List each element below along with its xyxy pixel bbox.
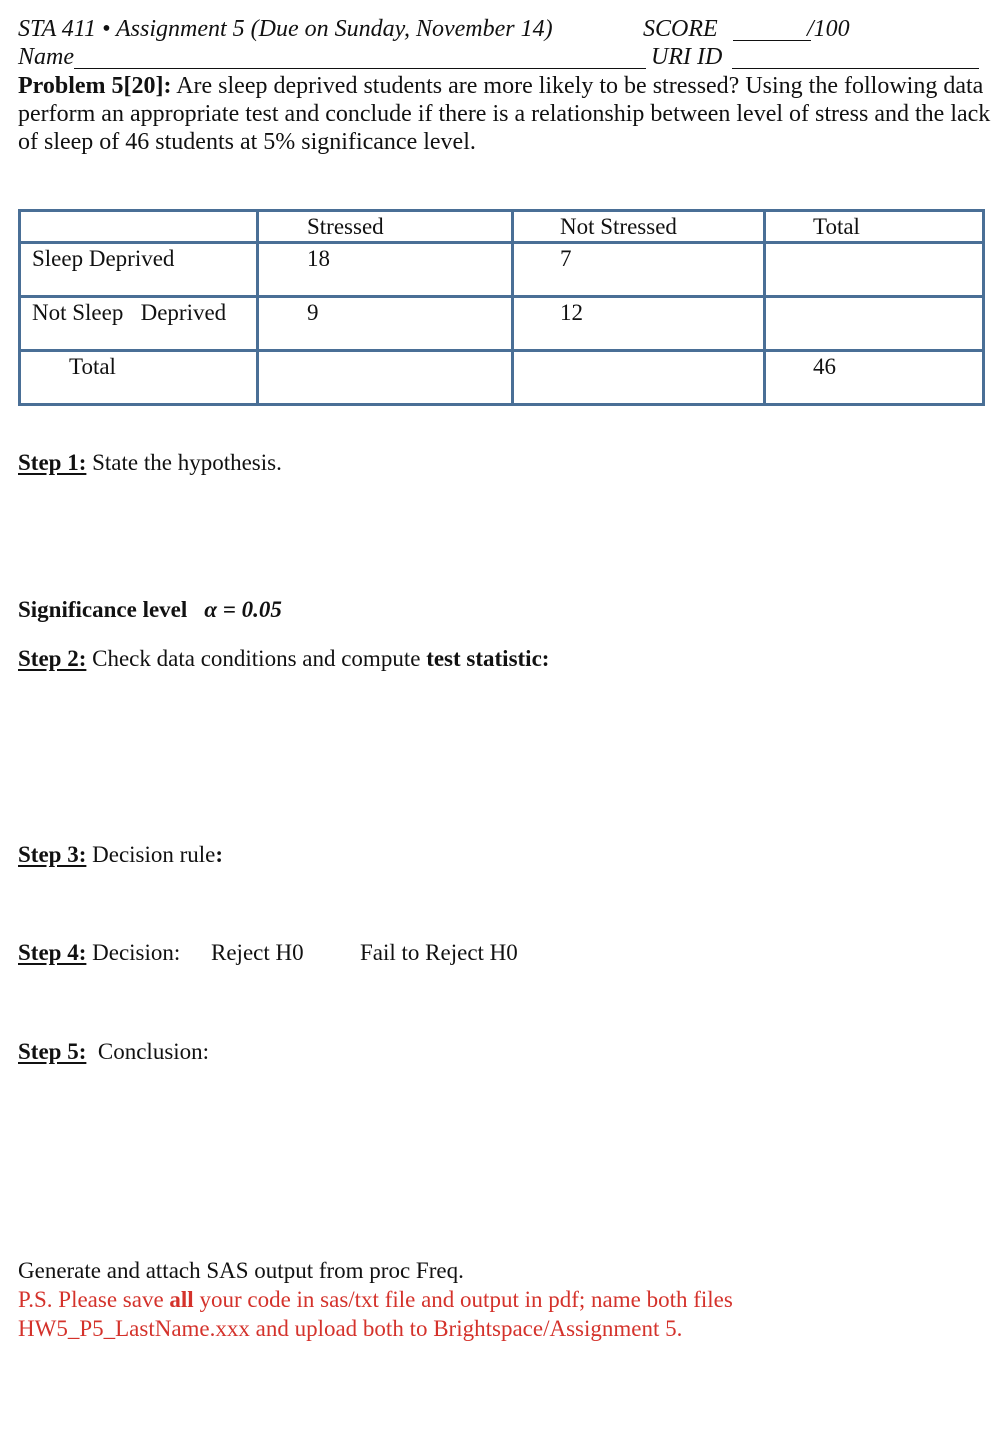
cell-not-sleep-deprived-stressed: 9 <box>258 297 513 351</box>
fail-to-reject-h0-option[interactable]: Fail to Reject H0 <box>360 940 518 965</box>
step-3-text: Decision rule <box>86 842 216 867</box>
step-2-bold: test statistic: <box>426 646 550 671</box>
alpha-symbol: α <box>204 597 218 622</box>
step-5 <box>18 1039 209 1065</box>
step-1-text: State the hypothesis. <box>86 450 282 475</box>
step-2-text: Check data conditions and compute <box>86 646 427 671</box>
table-header-row <box>20 211 984 243</box>
cell-grand-total: 46 <box>765 351 984 405</box>
table-header-not-stressed: Not Stressed <box>513 211 765 243</box>
sas-instruction: Generate and attach SAS output from proc Freq. <box>18 1258 464 1283</box>
ps-note-line-2: HW5_P5_LastName.xxx and upload both to Brightspace/Assignment 5. <box>18 1316 683 1341</box>
table-header-corner <box>20 211 258 243</box>
course-assignment-line: STA 411 • Assignment 5 (Due on Sunday, November 14) <box>18 16 553 42</box>
step-2 <box>18 646 549 672</box>
cell-total-not-stressed[interactable] <box>513 351 765 405</box>
contingency-table <box>18 209 985 406</box>
table-row <box>20 351 984 405</box>
step-3 <box>18 842 223 868</box>
step-1-label: Step 1: <box>18 450 87 475</box>
score-max: /100 <box>807 16 850 42</box>
uri-id-label: URI ID <box>651 44 723 70</box>
cell-total-stressed[interactable] <box>258 351 513 405</box>
cell-not-sleep-deprived-total[interactable] <box>765 297 984 351</box>
problem-statement <box>18 72 993 156</box>
step-5-text: Conclusion: <box>86 1039 210 1064</box>
step-2-label: Step 2: <box>18 646 87 671</box>
step-1 <box>18 450 282 476</box>
step-4 <box>18 940 180 966</box>
step-4-label: Step 4: <box>18 940 87 965</box>
row-label-sleep-deprived: Sleep Deprived <box>20 243 258 297</box>
table-header-total: Total <box>765 211 984 243</box>
cell-sleep-deprived-not-stressed: 7 <box>513 243 765 297</box>
alpha-value: = 0.05 <box>217 597 282 622</box>
step-4-text: Decision: <box>86 940 181 965</box>
cell-sleep-deprived-stressed: 18 <box>258 243 513 297</box>
cell-not-sleep-deprived-not-stressed: 12 <box>513 297 765 351</box>
name-blank[interactable] <box>74 68 646 69</box>
significance-label: Significance level <box>18 597 188 622</box>
step-3-label: Step 3: <box>18 842 87 867</box>
ps-note-line-1: P.S. Please save all your code in sas/txt file and output in pdf; name both files <box>18 1287 733 1312</box>
reject-h0-option[interactable]: Reject H0 <box>211 940 304 965</box>
step-5-label: Step 5: <box>18 1039 87 1064</box>
score-label: SCORE <box>643 16 718 42</box>
significance-level <box>18 597 282 623</box>
row-label-total: Total <box>20 351 258 405</box>
problem-title: Problem 5[20]: <box>18 73 172 99</box>
cell-sleep-deprived-total[interactable] <box>765 243 984 297</box>
name-label: Name <box>18 44 74 70</box>
row-label-not-sleep-deprived: Not Sleep Deprived <box>20 297 258 351</box>
table-header-stressed: Stressed <box>258 211 513 243</box>
table-row <box>20 297 984 351</box>
problem-text: Are sleep deprived students are more likely to be stressed? Using the following data perform an appropriate test and conclude if there is a relationship between level of stress and the lack of sleep of 46 students at 5% significance level. <box>18 73 991 155</box>
ps-note-bold-all: all <box>169 1287 194 1312</box>
step-3-colon: : <box>215 842 224 867</box>
score-blank[interactable] <box>733 40 811 41</box>
table-row <box>20 243 984 297</box>
uri-id-blank[interactable] <box>732 68 979 69</box>
